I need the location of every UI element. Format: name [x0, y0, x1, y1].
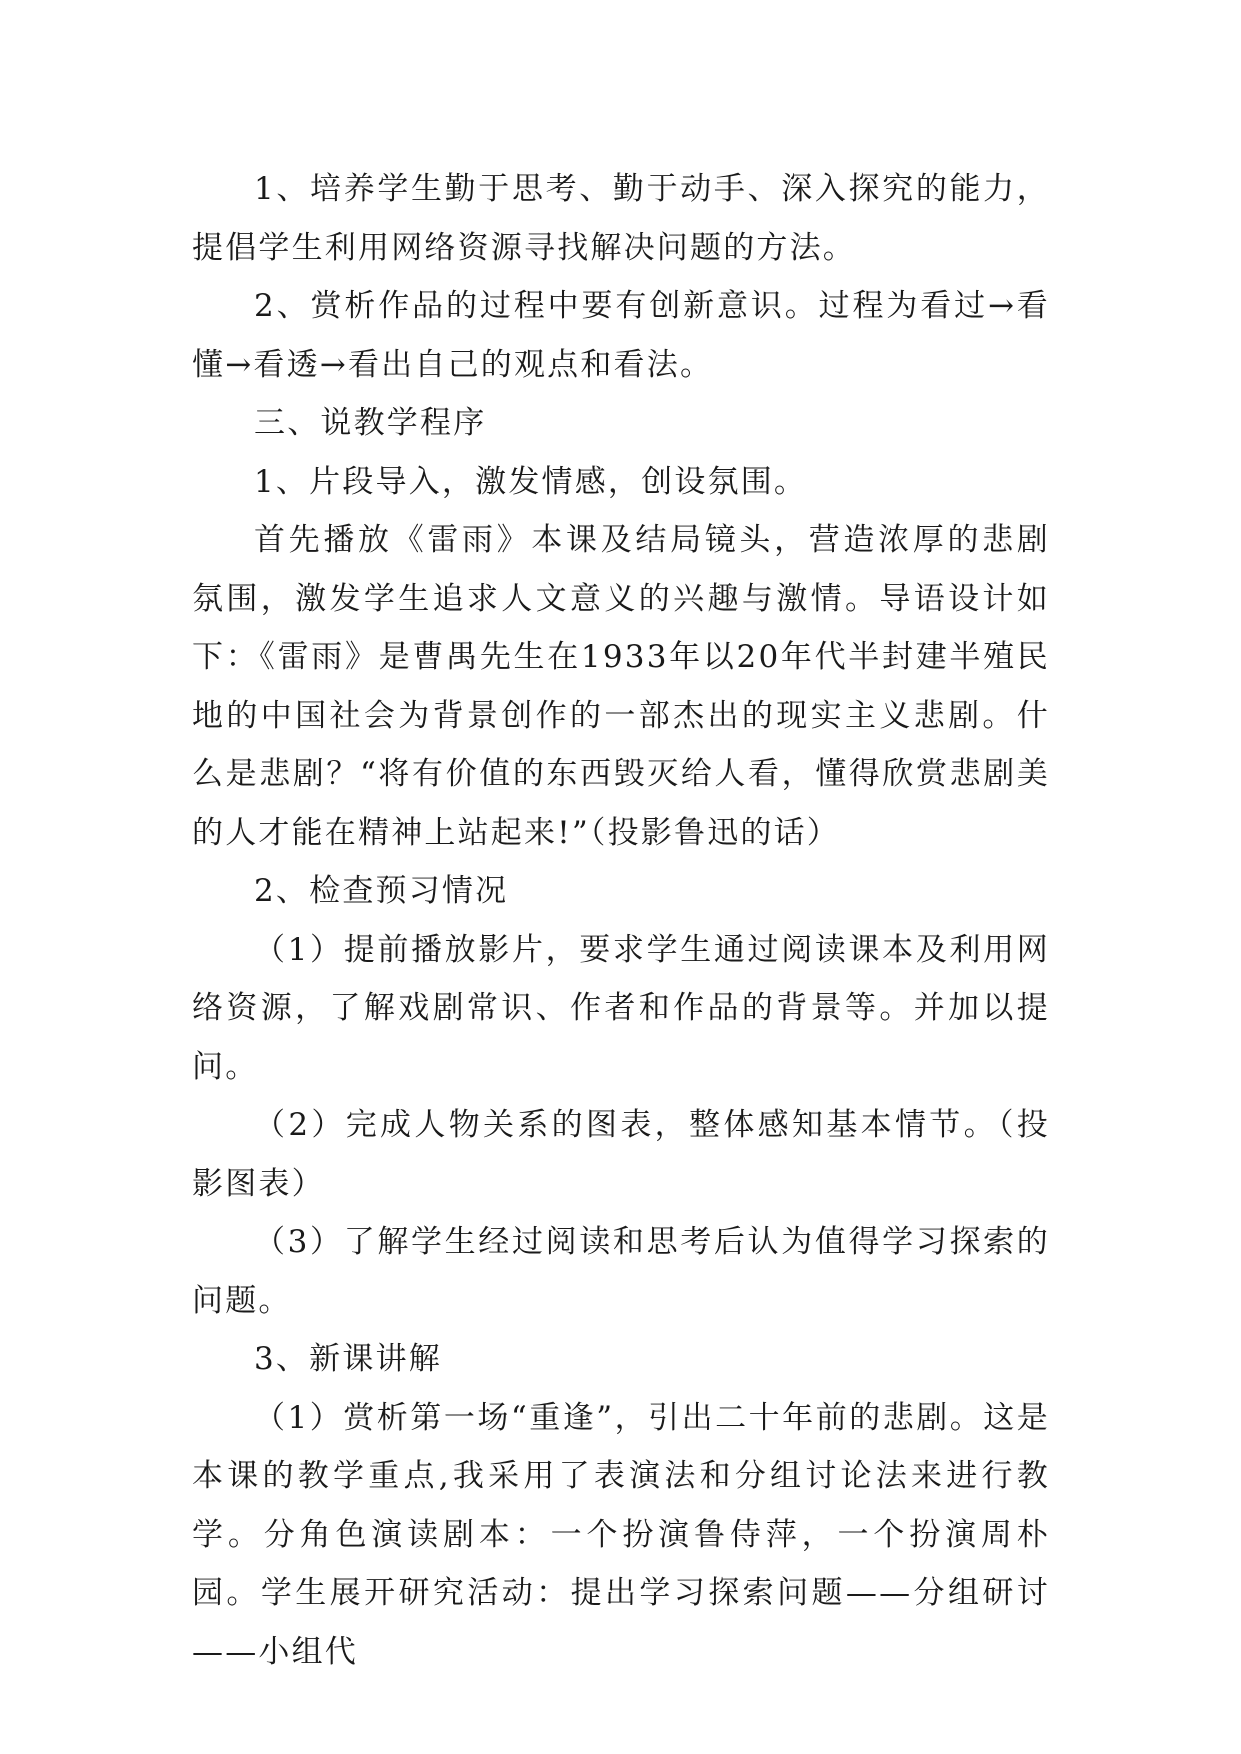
paragraph-step-introduction: 1、片段导入，激发情感，创设氛围。 — [254, 463, 808, 500]
paragraph-preview-item-3: （3）了解学生经过阅读和思考后认为值得学习探索的问题。 — [192, 1224, 1050, 1319]
paragraph-preview-item-1: （1）提前播放影片，要求学生通过阅读课本及利用网络资源，了解戏剧常识、作者和作品的背景等。并加以提问。 — [192, 931, 1050, 1085]
section-heading-teaching-procedure: 三、说教学程序 — [254, 405, 487, 441]
paragraph-step-preview-check: 2、检查预习情况 — [254, 873, 509, 909]
paragraph-ability-goal: 1、培养学生勤于思考、勤于动手、深入探究的能力，提倡学生利用网络资源寻找解决问题的方法。 — [192, 171, 1050, 266]
paragraph-introduction-detail: 首先播放《雷雨》本课及结局镜头，营造浓厚的悲剧氛围，激发学生追求人文意义的兴趣与激情。导语设计如下：《雷雨》是曹禺先生在1933年以20年代半封建半殖民地的中国社会为背景创作的一部杰出的现实主义悲剧。什么是悲剧？“将有价值的东西毁灭给人看，懂得欣赏悲剧美的人才能在精神上站起来!”（投影鲁迅的话） — [192, 522, 1050, 851]
paragraph-new-lesson-item-1: （1）赏析第一场“重逢”，引出二十年前的悲剧。这是本课的教学重点,我采用了表演法和分组讨论法来进行教学。分角色演读剧本：一个扮演鲁侍萍，一个扮演周朴园。学生展开研究活动：提出学习探索问题——分组研讨——小组代 — [192, 1399, 1050, 1670]
paragraph-innovation-goal: 2、赏析作品的过程中要有创新意识。过程为看过→看懂→看透→看出自己的观点和看法。 — [192, 288, 1050, 383]
paragraph-preview-item-2: （2）完成人物关系的图表，整体感知基本情节。（投影图表） — [192, 1107, 1050, 1202]
paragraph-step-new-lesson: 3、新课讲解 — [254, 1341, 442, 1377]
document-body — [192, 160, 1050, 1681]
